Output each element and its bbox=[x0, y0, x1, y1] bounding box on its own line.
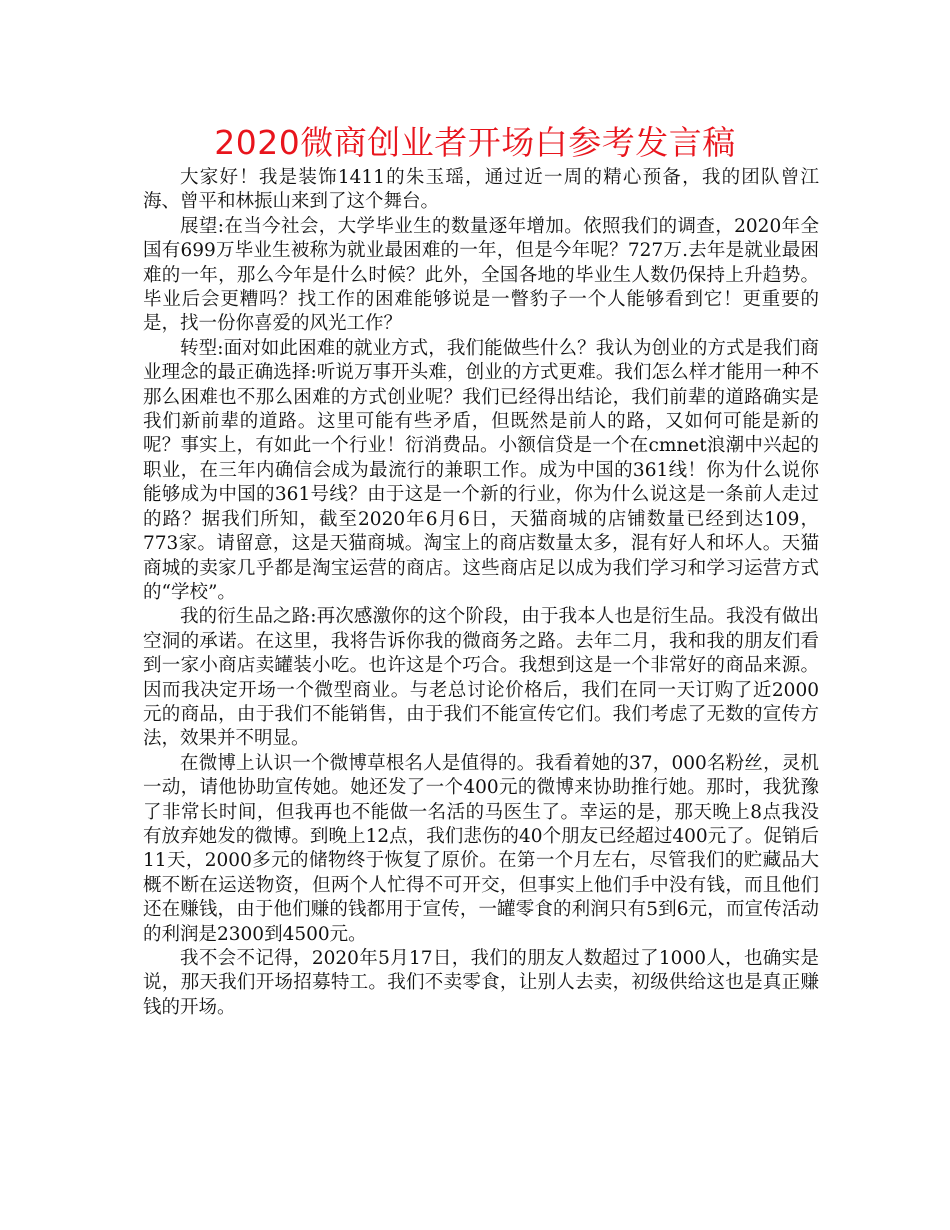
paragraph-outlook: 展望:在当今社会，大学毕业生的数量逐年增加。依照我们的调查，2020年全国有699万毕业生被称为就业最困难的一年，但是今年呢？727万.去年是就业最困难的一年，那么今年是什么时候？此外，全国各地的毕业生人数仍保持上升趋势。毕业后会更糟吗？找工作的困难能够说是一瞥豹子一个人能够看到它！更重要的是，找一份你喜爱的风光工作？ bbox=[143, 215, 819, 335]
document-title: 2020微商创业者开场白参考发言稿 bbox=[214, 123, 736, 162]
paragraph-greeting: 大家好！我是装饰1411的朱玉瑶，通过近一周的精心预备，我的团队曾江海、曾平和林振山来到了这个舞台。 bbox=[143, 167, 819, 213]
paragraph-agent-recruiting: 我不会不记得，2020年5月17日，我们的朋友人数超过了1000人，也确实是说，那天我们开场招募特工。我们不卖零食，让别人去卖，初级供给这也是真正赚钱的开场。 bbox=[143, 948, 819, 1018]
paragraph-weibo-promotion: 在微博上认识一个微博草根名人是值得的。我看着她的37，000名粉丝，灵机一动，请他协助宣传她。她还发了一个400元的微博来协助推行她。那时，我犹豫了非常长时间，但我再也不能做一名活的马医生了。幸运的是，那天晚上8点我没有放弃她发的微博。到晚上12点，我们悲伤的40个朋友已经超过400元了。促销后11天，2000多元的储物终于恢复了原价。在第一个月左右，尽管我们的贮藏品大概不断在运送物资，但两个人忙得不可开交，但事实上他们手中没有钱，而且他们还在赚钱，由于他们赚的钱都用于宣传，一罐零食的利润只有5到6元，而宣传活动的利润是2300到4500元。 bbox=[143, 752, 819, 945]
document-body bbox=[143, 166, 819, 1020]
paragraph-transformation: 转型:面对如此困难的就业方式，我们能做些什么？我认为创业的方式是我们商业理念的最正确选择:听说万事开头难，创业的方式更难。我们怎么样才能用一种不那么困难也不那么困难的方式创业呢？我们已经得出结论，我们前辈的道路确实是我们新前辈的道路。这里可能有些矛盾，但既然是前人的路，又如何可能是新的呢？事实上，有如此一个行业！衍消费品。小额信贷是一个在cmnet浪潮中兴起的职业，在三年内确信会成为最流行的兼职工作。成为中国的361线！你为什么说你能够成为中国的361号线？由于这是一个新的行业，你为什么说这是一条前人走过的路？据我们所知，截至2020年6月6日，天猫商城的店铺数量已经到达109，773家。请留意，这是天猫商城。淘宝上的商店数量太多，混有好人和坏人。天猫商城的卖家几乎都是淘宝运营的商店。这些商店足以成为我们学习和学习运营方式的“学校”。 bbox=[143, 337, 819, 603]
paragraph-derivative-path: 我的衍生品之路:再次感激你的这个阶段，由于我本人也是衍生品。我没有做出空洞的承诺。在这里，我将告诉你我的微商务之路。去年二月，我和我的朋友们看到一家小商店卖罐装小吃。也许这是个巧合。我想到这是一个非常好的商品来源。因而我决定开场一个微型商业。与老总讨论价格后，我们在同一天订购了近2000元的商品，由于我们不能销售，由于我们不能宣传它们。我们考虑了无数的宣传方法，效果并不明显。 bbox=[143, 606, 819, 750]
